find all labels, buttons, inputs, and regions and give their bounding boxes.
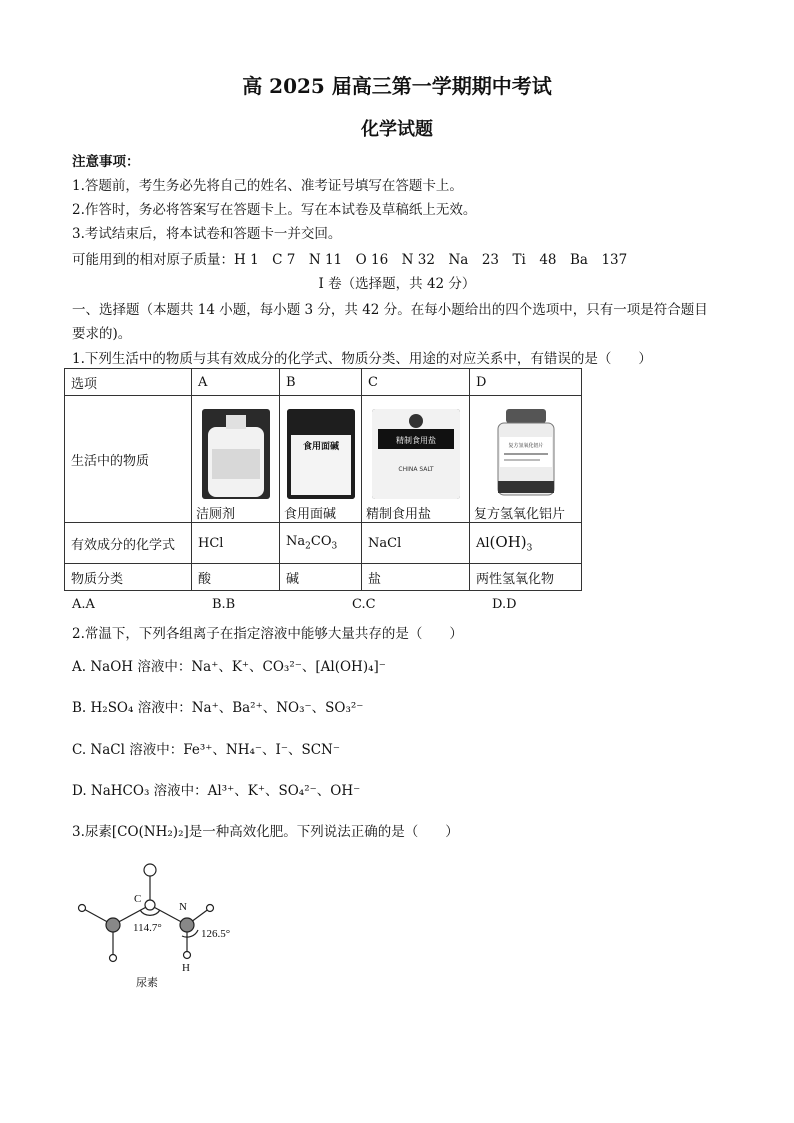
q1-option-b: B.B [212, 597, 236, 612]
hydrogen-atom [184, 952, 191, 959]
atomic-masses: 可能用到的相对原子质量：H 1 C 7 N 11 O 16 N 32 Na 23 Ti 48 Ba 137 [72, 252, 628, 268]
product-name-d: 复方氢氧化铝片 [474, 507, 566, 522]
exam-title: 高 2025 届高三第一学期期中考试 [242, 74, 552, 98]
exam-subject: 化学试题 [361, 119, 433, 140]
class-c: 盐 [362, 564, 470, 591]
q2-option-c: C. NaCl 溶液中：Fe³⁺、NH₄⁻、I⁻、SCN⁻ [72, 742, 340, 758]
note-item-3: 3.考试结束后，将本试卷和答题卡一并交回。 [72, 226, 342, 242]
section-intro-line2: 要求的)。 [72, 326, 132, 342]
medicine-bottle-image [492, 409, 560, 499]
q2-option-b: B. H₂SO₄ 溶液中：Na⁺、Ba²⁺、NO₃⁻、SO₃²⁻ [72, 700, 364, 716]
bag-label: 食用面碱 [302, 442, 339, 452]
salt-label: 精制食用盐 [395, 436, 436, 445]
hydrogen-atom [79, 905, 86, 912]
carbon-atom [145, 900, 155, 910]
nitrogen-atom-right [180, 918, 194, 932]
bottle-label: 复方氢氧化铝片 [507, 443, 544, 449]
note-item-1: 1.答题前，考生务必先将自己的姓名、准考证号填写在答题卡上。 [72, 178, 463, 194]
q1-option-a: A.A [72, 597, 95, 612]
salt-bag-image [372, 409, 460, 499]
q1-option-c: C.C [352, 597, 376, 612]
q1-option-d: D.D [492, 597, 517, 612]
formula-b: $Na_2CO_3$ [280, 523, 362, 564]
baking-soda-bag-image [287, 409, 355, 499]
product-name-c: 精制食用盐 [366, 507, 432, 522]
note-item-2: 2.作答时，务必将答案写在答题卡上。写在本试卷及草稿纸上无效。 [72, 202, 477, 218]
diagram-caption: 尿素 [136, 976, 158, 989]
label-n: N [179, 901, 187, 913]
formula-a: HCl [192, 523, 280, 564]
col-head-d: D [470, 369, 582, 396]
label-c: C [134, 893, 142, 905]
section-intro-line1: 一、选择题（本题共 14 小题，每小题 3 分，共 42 分。在每小题给出的四个选项中，只有一项是符合题目 [72, 302, 708, 318]
q3-stem: 3.尿素[CO(NH₂)₂]是一种高效化肥。下列说法正确的是（ ） [72, 824, 459, 840]
q1-table [64, 368, 582, 591]
angle-label-2: 126.5° [201, 928, 231, 940]
q2-option-d: D. NaHCO₃ 溶液中：Al³⁺、K⁺、SO₄²⁻、OH⁻ [72, 783, 361, 799]
row-label-option: 选项 [65, 369, 192, 396]
angle-label-1: 114.7° [133, 922, 162, 934]
notes-heading: 注意事项： [72, 154, 140, 170]
hydrogen-atom [110, 955, 117, 962]
q2-stem: 2.常温下，下列各组离子在指定溶液中能够大量共存的是（ ） [72, 626, 463, 642]
col-head-c: C [362, 369, 470, 396]
q1-stem: 1.下列生活中的物质与其有效成分的化学式、物质分类、用途的对应关系中，有错误的是（ ） [72, 351, 652, 367]
row-label-formula: 有效成分的化学式 [65, 523, 192, 564]
volume-heading: I 卷（选择题，共 42 分） [318, 276, 476, 292]
class-a: 酸 [192, 564, 280, 591]
class-b: 碱 [280, 564, 362, 591]
col-head-a: A [192, 369, 280, 396]
nitrogen-atom-left [106, 918, 120, 932]
urea-molecule-diagram [70, 850, 270, 1000]
salt-label-en: CHINA SALT [397, 466, 434, 473]
product-name-a: 洁厕剂 [196, 507, 236, 522]
q2-option-a: A. NaOH 溶液中：Na⁺、K⁺、CO₃²⁻、[Al(OH)₄]⁻ [72, 659, 386, 675]
class-d: 两性氢氧化物 [470, 564, 582, 591]
col-head-b: B [280, 369, 362, 396]
toilet-cleaner-image [202, 409, 270, 499]
label-h: H [182, 962, 190, 974]
row-label-class: 物质分类 [65, 564, 192, 591]
oxygen-atom [144, 864, 156, 876]
product-name-b: 食用面碱 [284, 507, 337, 522]
formula-c: NaCl [362, 523, 470, 564]
formula-d: $Al(OH)_3$ [470, 523, 582, 564]
hydrogen-atom [207, 905, 214, 912]
row-label-substance: 生活中的物质 [65, 396, 192, 523]
